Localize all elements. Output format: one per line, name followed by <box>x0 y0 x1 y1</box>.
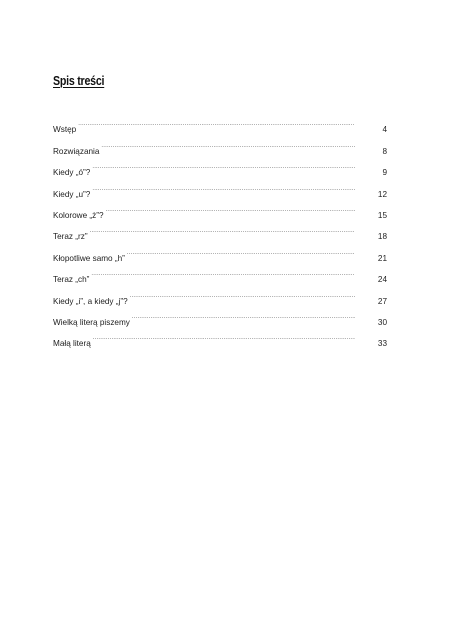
toc-entry-page: 21 <box>377 253 387 263</box>
toc-entry <box>53 111 387 135</box>
toc-entry <box>53 154 387 178</box>
toc-entry-page: 12 <box>377 189 387 199</box>
dot-leader <box>132 304 355 325</box>
toc-entry-label: Kolorowe „ż”? <box>53 210 104 220</box>
toc-entry <box>53 239 387 263</box>
toc-entry <box>53 325 387 349</box>
toc-entry-page: 8 <box>382 146 387 156</box>
toc-entry <box>53 197 387 218</box>
toc-entry <box>53 261 387 285</box>
toc-entry-label: Rozwiązania <box>53 146 100 156</box>
toc-entry-label: Teraz „rz” <box>53 232 88 242</box>
toc-entry <box>53 218 387 242</box>
toc-entry <box>53 282 387 306</box>
dot-leader <box>101 132 355 153</box>
toc-entry <box>53 175 387 199</box>
toc-entry-label: Teraz „ch” <box>53 275 90 285</box>
toc-entry <box>53 132 387 156</box>
toc-entry-page: 24 <box>377 275 387 285</box>
toc-entry-label: Kłopotliwe samo „h” <box>53 253 125 263</box>
toc-entry-label: Wstęp <box>53 125 77 135</box>
dot-leader <box>106 197 355 218</box>
dot-leader <box>92 175 355 196</box>
toc-entry-page: 33 <box>377 339 387 349</box>
toc-entry-page: 15 <box>377 210 387 220</box>
toc-entry-label: Kiedy „ó”? <box>53 168 91 178</box>
dot-leader <box>127 239 355 260</box>
toc-entry-label: Małą literą <box>53 339 91 349</box>
dot-leader <box>130 282 355 303</box>
toc-entry-page: 27 <box>377 296 387 306</box>
toc-entry-page: 9 <box>382 168 387 178</box>
toc-list <box>53 111 387 349</box>
toc-entry-label: Kiedy „i”, a kiedy „j”? <box>53 296 128 306</box>
toc-entry-page: 18 <box>377 232 387 242</box>
toc-title: Spis treści <box>53 73 105 88</box>
dot-leader <box>78 111 355 132</box>
dot-leader <box>90 218 355 239</box>
dot-leader <box>91 261 355 282</box>
toc-entry-page: 4 <box>382 125 387 135</box>
dot-leader <box>92 154 355 175</box>
toc-entry-label: Wielką literą piszemy <box>53 317 130 327</box>
toc-entry-label: Kiedy „u”? <box>53 189 91 199</box>
dot-leader <box>93 325 355 346</box>
toc-entry-page: 30 <box>377 317 387 327</box>
